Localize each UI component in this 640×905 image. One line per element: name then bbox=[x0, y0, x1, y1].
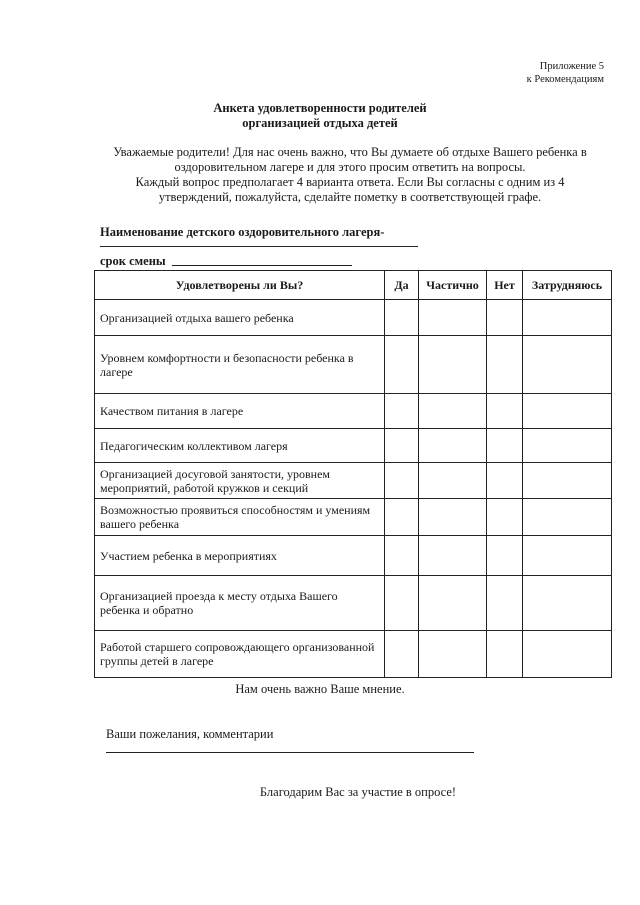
answer-undecided-cell[interactable] bbox=[523, 463, 612, 499]
answer-yes-cell[interactable] bbox=[385, 336, 419, 394]
answer-no-cell[interactable] bbox=[487, 300, 523, 336]
answer-partial-cell[interactable] bbox=[419, 394, 487, 429]
term-label: срок смены bbox=[100, 254, 166, 268]
answer-undecided-cell[interactable] bbox=[523, 336, 612, 394]
answer-yes-cell[interactable] bbox=[385, 300, 419, 336]
answer-no-cell[interactable] bbox=[487, 499, 523, 536]
answer-yes-cell[interactable] bbox=[385, 499, 419, 536]
opinion-note: Нам очень важно Ваше мнение. bbox=[235, 682, 405, 696]
table-row bbox=[95, 300, 612, 336]
answer-yes-cell[interactable] bbox=[385, 536, 419, 576]
question-cell: Организацией проезда к месту отдыха Вашего ребенка и обратно bbox=[95, 576, 385, 631]
answer-undecided-cell[interactable] bbox=[523, 499, 612, 536]
answer-undecided-cell[interactable] bbox=[523, 576, 612, 631]
answer-partial-cell[interactable] bbox=[419, 429, 487, 463]
appendix-note bbox=[527, 60, 604, 86]
intro-line-1: Уважаемые родители! Для нас очень важно, что Вы думаете об отдыхе Вашего ребенка в bbox=[113, 145, 587, 159]
table-row bbox=[95, 429, 612, 463]
table-row bbox=[95, 336, 612, 394]
answer-partial-cell[interactable] bbox=[419, 499, 487, 536]
header-yes: Да bbox=[385, 271, 419, 300]
camp-name-field[interactable] bbox=[100, 246, 418, 247]
answer-partial-cell[interactable] bbox=[419, 336, 487, 394]
answer-no-cell[interactable] bbox=[487, 463, 523, 499]
answer-no-cell[interactable] bbox=[487, 394, 523, 429]
table-row bbox=[95, 499, 612, 536]
intro-text bbox=[90, 145, 610, 205]
answer-yes-cell[interactable] bbox=[385, 429, 419, 463]
appendix-line-1: Приложение 5 bbox=[539, 61, 604, 72]
answer-undecided-cell[interactable] bbox=[523, 536, 612, 576]
question-cell: Возможностью проявиться способностям и умениям вашего ребенка bbox=[95, 499, 385, 536]
answer-no-cell[interactable] bbox=[487, 429, 523, 463]
answer-no-cell[interactable] bbox=[487, 536, 523, 576]
answer-partial-cell[interactable] bbox=[419, 576, 487, 631]
thanks-note: Благодарим Вас за участие в опросе! bbox=[259, 785, 457, 799]
table-row bbox=[95, 631, 612, 678]
header-question: Удовлетворены ли Вы? bbox=[95, 271, 385, 300]
question-cell: Участием ребенка в мероприятиях bbox=[95, 536, 385, 576]
header-no: Нет bbox=[487, 271, 523, 300]
table-row bbox=[95, 463, 612, 499]
survey-title-line-2: организацией отдыха детей bbox=[242, 116, 398, 130]
survey-title-line-1: Анкета удовлетворенности родителей bbox=[213, 101, 427, 115]
answer-undecided-cell[interactable] bbox=[523, 429, 612, 463]
header-undecided: Затрудняюсь bbox=[523, 271, 612, 300]
intro-line-4: утверждений, пожалуйста, сделайте пометку в соответствующей графе. bbox=[158, 190, 542, 204]
answer-no-cell[interactable] bbox=[487, 631, 523, 678]
answer-yes-cell[interactable] bbox=[385, 576, 419, 631]
answer-undecided-cell[interactable] bbox=[523, 394, 612, 429]
question-cell: Организацией отдыха вашего ребенка bbox=[95, 300, 385, 336]
answer-yes-cell[interactable] bbox=[385, 463, 419, 499]
answer-partial-cell[interactable] bbox=[419, 631, 487, 678]
satisfaction-table bbox=[94, 270, 612, 678]
comments-field[interactable] bbox=[106, 752, 474, 753]
survey-title bbox=[0, 101, 640, 131]
header-partial: Частично bbox=[419, 271, 487, 300]
intro-line-2: оздоровительном лагере и для этого просим ответить на вопросы. bbox=[174, 160, 526, 174]
table-header-row bbox=[95, 271, 612, 300]
table-row bbox=[95, 536, 612, 576]
answer-yes-cell[interactable] bbox=[385, 631, 419, 678]
question-cell: Качеством питания в лагере bbox=[95, 394, 385, 429]
comments-label: Ваши пожелания, комментарии bbox=[106, 727, 274, 741]
answer-yes-cell[interactable] bbox=[385, 394, 419, 429]
answer-partial-cell[interactable] bbox=[419, 536, 487, 576]
answer-no-cell[interactable] bbox=[487, 576, 523, 631]
camp-name-label: Наименование детского оздоровительного лагеря- bbox=[100, 225, 385, 239]
intro-line-3: Каждый вопрос предполагает 4 варианта ответа. Если Вы согласны с одним из 4 bbox=[135, 175, 565, 189]
answer-partial-cell[interactable] bbox=[419, 463, 487, 499]
term-field[interactable] bbox=[172, 265, 352, 266]
answer-partial-cell[interactable] bbox=[419, 300, 487, 336]
question-cell: Организацией досуговой занятости, уровнем мероприятий, работой кружков и секций bbox=[95, 463, 385, 499]
question-cell: Педагогическим коллективом лагеря bbox=[95, 429, 385, 463]
question-cell: Уровнем комфортности и безопасности ребенка в лагере bbox=[95, 336, 385, 394]
answer-undecided-cell[interactable] bbox=[523, 631, 612, 678]
appendix-line-2: к Рекомендациям bbox=[526, 74, 604, 85]
question-cell: Работой старшего сопровождающего организованной группы детей в лагере bbox=[95, 631, 385, 678]
table-row bbox=[95, 394, 612, 429]
table-row bbox=[95, 576, 612, 631]
answer-no-cell[interactable] bbox=[487, 336, 523, 394]
answer-undecided-cell[interactable] bbox=[523, 300, 612, 336]
